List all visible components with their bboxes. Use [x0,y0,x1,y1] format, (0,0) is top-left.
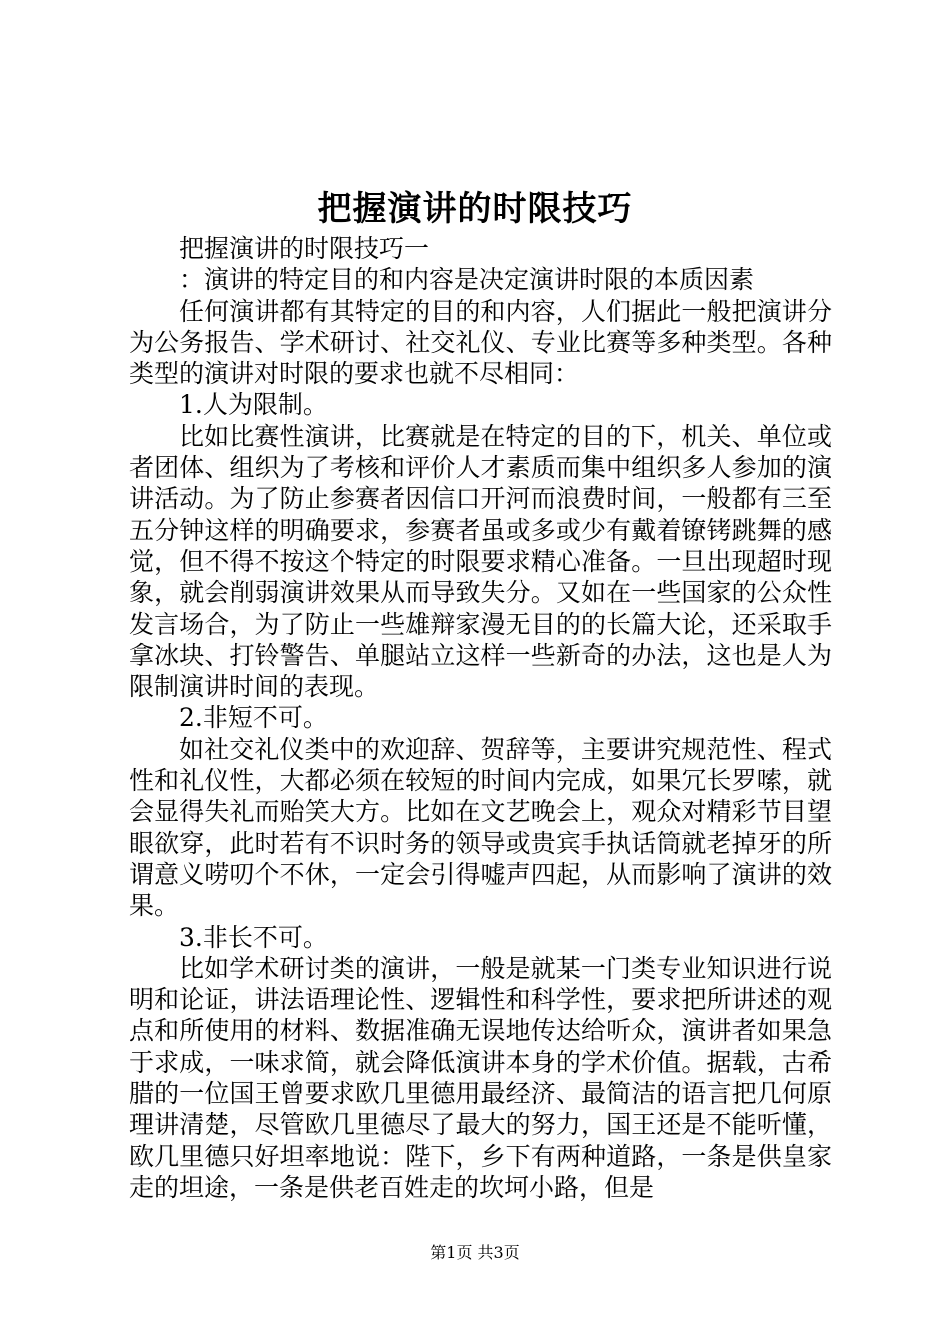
document-body [129,233,832,1203]
paragraph-intro: 任何演讲都有其特定的目的和内容，人们据此一般把演讲分为公务报告、学术研讨、社交礼仪、专业比赛等多种类型。各种类型的演讲对时限的要求也就不尽相同： [129,296,832,389]
paragraph-heading: ：演讲的特定目的和内容是决定演讲时限的本质因素 [179,265,755,295]
document-title: 把握演讲的时限技巧 [317,189,633,229]
paragraph-section-3: 比如学术研讨类的演讲，一般是就某一门类专业知识进行说明和论证，讲法语理论性、逻辑性和科学性，要求把所讲述的观点和所使用的材料、数据准确无误地传达给听众，演讲者如果急于求成，一味求简，就会降低演讲本身的学术价值。据载，古希腊的一位国王曾要求欧几里德用最经济、最简洁的语言把几何原理讲清楚，尽管欧几里德尽了最大的努力，国王还是不能听懂，欧几里德只好坦率地说：陛下，乡下有两种道路，一条是供皇家走的坦途，一条是供老百姓走的坎坷小路，但是 [129,953,832,1202]
section-heading-3: 3.非长不可。 [179,922,328,952]
paragraph-section-1: 比如比赛性演讲，比赛就是在特定的目的下，机关、单位或者团体、组织为了考核和评价人才素质而集中组织多人参加的演讲活动。为了防止参赛者因信口开河而浪费时间，一般都有三至五分钟这样的明确要求，参赛者虽或多或少有戴着镣铐跳舞的感觉，但不得不按这个特定的时限要求精心准备。一旦出现超时现象，就会削弱演讲效果从而导致失分。又如在一些国家的公众性发言场合，为了防止一些雄辩家漫无目的的长篇大论，还采取手拿冰块、打铃警告、单腿站立这样一些新奇的办法，这也是人为限制演讲时间的表现。 [129,421,832,702]
section-heading-2: 2.非短不可。 [179,703,328,733]
section-heading-1: 1.人为限制。 [179,390,328,420]
paragraph-section-2: 如社交礼仪类中的欢迎辞、贺辞等，主要讲究规范性、程式性和礼仪性，大都必须在较短的时间内完成，如果冗长罗嗦，就会显得失礼而贻笑大方。比如在文艺晚会上，观众对精彩节目望眼欲穿，此时若有不识时务的领导或贵宾手执话筒就老掉牙的所谓意义唠叨个不休，一定会引得嘘声四起，从而影响了演讲的效果。 [129,734,832,921]
page-number-footer: 第1页 共3页 [430,1243,520,1262]
paragraph-subtitle: 把握演讲的时限技巧一 [179,234,430,263]
